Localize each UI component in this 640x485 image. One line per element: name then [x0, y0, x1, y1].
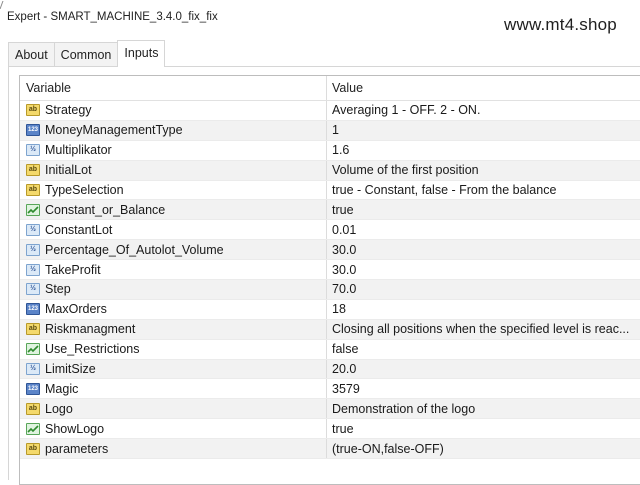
- variable-cell: [20, 340, 327, 359]
- variable-cell: [20, 379, 327, 398]
- variable-cell: [20, 419, 327, 438]
- integer-icon: 123: [26, 383, 40, 395]
- table-row[interactable]: [20, 439, 640, 459]
- double-icon: ½: [26, 264, 40, 276]
- variable-name: MoneyManagementType: [45, 123, 183, 138]
- value-cell[interactable]: Demonstration of the logo: [332, 401, 476, 416]
- table-body: [20, 101, 640, 459]
- tab-about[interactable]: About: [8, 42, 55, 66]
- value-cell[interactable]: true: [332, 421, 354, 436]
- double-icon: ½: [26, 224, 40, 236]
- variable-cell: [20, 320, 327, 339]
- variable-name: ShowLogo: [45, 421, 105, 436]
- value-cell[interactable]: 30.0: [332, 242, 357, 257]
- double-icon: ½: [26, 363, 40, 375]
- value-cell[interactable]: 1.6: [332, 143, 350, 158]
- string-icon: ab: [26, 403, 40, 415]
- table-row[interactable]: [20, 379, 640, 399]
- double-icon: ½: [26, 144, 40, 156]
- tab-common[interactable]: Common: [54, 42, 119, 66]
- variable-cell: [20, 399, 327, 418]
- bool-icon: [26, 423, 40, 435]
- table-row[interactable]: [20, 220, 640, 240]
- tab-strip: [8, 40, 164, 66]
- variable-cell: [20, 240, 327, 259]
- table-row[interactable]: [20, 101, 640, 121]
- watermark-text: www.mt4.shop: [504, 15, 617, 34]
- inputs-table: [19, 75, 640, 485]
- variable-name: Percentage_Of_Autolot_Volume: [45, 242, 224, 257]
- value-cell[interactable]: false: [332, 342, 359, 357]
- table-row[interactable]: [20, 260, 640, 280]
- value-cell[interactable]: true - Constant, false - From the balance: [332, 183, 557, 197]
- variable-name: MaxOrders: [45, 302, 107, 317]
- variable-name: Multiplikator: [45, 143, 112, 158]
- table-row[interactable]: [20, 240, 640, 260]
- table-row[interactable]: [20, 340, 640, 360]
- variable-cell: [20, 161, 327, 180]
- variable-cell: [20, 181, 327, 200]
- variable-name: parameters: [45, 441, 109, 456]
- string-icon: ab: [26, 323, 40, 335]
- inputs-panel: [8, 66, 640, 480]
- value-cell[interactable]: 18: [332, 302, 346, 317]
- string-icon: ab: [26, 443, 40, 455]
- integer-icon: 123: [26, 124, 40, 136]
- value-cell[interactable]: Averaging 1 - OFF. 2 - ON.: [332, 103, 481, 118]
- column-header-value[interactable]: Value: [332, 81, 364, 95]
- variable-name: Logo: [45, 401, 73, 416]
- table-header: [20, 76, 640, 101]
- string-icon: ab: [26, 184, 40, 196]
- table-row[interactable]: [20, 161, 640, 181]
- variable-cell: [20, 141, 327, 160]
- value-cell[interactable]: 30.0: [332, 262, 357, 277]
- table-row[interactable]: [20, 320, 640, 340]
- variable-cell: [20, 220, 327, 239]
- table-row[interactable]: [20, 141, 640, 161]
- variable-cell: [20, 360, 327, 379]
- string-icon: ab: [26, 164, 40, 176]
- tab-inputs[interactable]: Inputs: [117, 40, 165, 67]
- variable-name: TypeSelection: [45, 183, 124, 197]
- variable-name: ConstantLot: [45, 222, 113, 237]
- table-empty-area: [20, 459, 640, 485]
- integer-icon: 123: [26, 303, 40, 315]
- double-icon: ½: [26, 244, 40, 256]
- value-cell[interactable]: Volume of the first position: [332, 163, 479, 178]
- variable-name: Constant_or_Balance: [45, 202, 166, 217]
- window-title: Expert - SMART_MACHINE_3.4.0_fix_fix: [7, 11, 218, 23]
- column-header-variable[interactable]: Variable: [20, 76, 327, 100]
- variable-name: InitialLot: [45, 163, 92, 178]
- table-row[interactable]: [20, 300, 640, 320]
- bool-icon: [26, 204, 40, 216]
- variable-name: LimitSize: [45, 362, 96, 377]
- variable-name: Strategy: [45, 103, 92, 118]
- table-row[interactable]: [20, 360, 640, 380]
- table-row[interactable]: [20, 181, 640, 201]
- bool-icon: [26, 343, 40, 355]
- double-icon: ½: [26, 283, 40, 295]
- value-cell[interactable]: 3579: [332, 381, 360, 396]
- variable-cell: [20, 280, 327, 299]
- variable-name: TakeProfit: [45, 262, 101, 277]
- window-corner-mark: [0, 1, 9, 9]
- variable-cell: [20, 300, 327, 319]
- variable-name: Magic: [45, 381, 79, 396]
- value-cell[interactable]: 70.0: [332, 282, 357, 297]
- variable-cell: [20, 121, 327, 140]
- table-row[interactable]: [20, 399, 640, 419]
- value-cell[interactable]: 20.0: [332, 362, 357, 377]
- string-icon: ab: [26, 104, 40, 116]
- variable-name: Use_Restrictions: [45, 342, 140, 357]
- value-cell[interactable]: 1: [332, 123, 339, 138]
- title-bar: [0, 0, 640, 36]
- variable-cell: [20, 101, 327, 120]
- variable-cell: [20, 260, 327, 279]
- table-row[interactable]: [20, 121, 640, 141]
- value-cell[interactable]: Closing all positions when the specified level is reac...: [332, 322, 630, 337]
- variable-cell: [20, 200, 327, 219]
- table-row[interactable]: [20, 280, 640, 300]
- table-row[interactable]: [20, 419, 640, 439]
- variable-cell: [20, 439, 327, 458]
- variable-name: Step: [45, 282, 71, 297]
- value-cell[interactable]: true: [332, 202, 354, 217]
- variable-name: Riskmanagment: [45, 322, 136, 337]
- value-cell[interactable]: (true-ON,false-OFF): [332, 441, 444, 456]
- value-cell[interactable]: 0.01: [332, 222, 357, 237]
- table-row[interactable]: [20, 200, 640, 220]
